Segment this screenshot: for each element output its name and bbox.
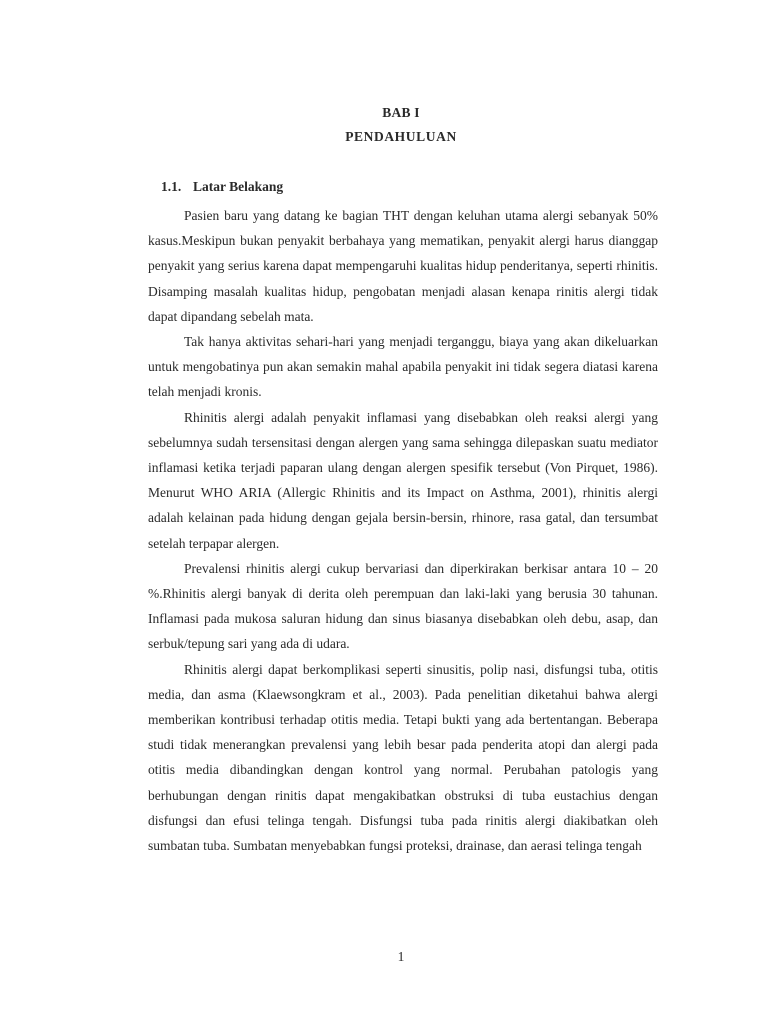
paragraph: Rhinitis alergi adalah penyakit inflamasi yang disebabkan oleh reaksi alergi yang sebelumnya sudah tersensitasi dengan alergen yang sama sehingga dilepaskan suatu mediator inflamasi ketika terjadi paparan ulang dengan alergen spesifik tersebut (Von Pirquet, 1986). Menurut WHO ARIA (Allergic Rhinitis and its Impact on Asthma, 2001), rhinitis alergi adalah kelainan pada hidung dengan gejala bersin-bersin, rhinore, rasa gatal, dan tersumbat setelah terpapar alergen.: [148, 409, 658, 551]
page-number: 1: [397, 949, 405, 964]
paragraph: Rhinitis alergi dapat berkomplikasi seperti sinusitis, polip nasi, disfungsi tuba, otitis media, dan asma (Klaewsongkram et al., 2003). Pada penelitian diketahui bahwa alergi memberikan kontribusi terhadap otitis media. Tetapi bukti yang ada bertentangan. Beberapa studi tidak menerangkan prevalensi yang lebih besar pada penderita atopi dan alergi pada otitis media dibandingkan dengan kontrol yang normal. Perubahan patologis yang berhubungan dengan rinitis dapat mengakibatkan obstruksi di tuba eustachius dengan disfungsi dan efusi telinga tengah. Disfungsi tuba pada rinitis alergi diakibatkan oleh sumbatan tuba. Sumbatan menyebabkan fungsi proteksi, drainase, dan aerasi telinga tengah: [148, 661, 658, 854]
section-title: Latar Belakang: [193, 179, 284, 194]
paragraph: Tak hanya aktivitas sehari-hari yang menjadi terganggu, biaya yang akan dikeluarkan untuk mengobatinya pun akan semakin mahal apabila penyakit ini tidak segera diatasi karena telah menjadi kronis.: [148, 334, 658, 400]
section-heading: [161, 179, 283, 195]
chapter-title: PENDAHULUAN: [345, 129, 457, 144]
body-text: [148, 203, 658, 858]
chapter-label: BAB I: [382, 105, 420, 120]
paragraph: Pasien baru yang datang ke bagian THT dengan keluhan utama alergi sebanyak 50% kasus.Meskipun bukan penyakit berbahaya yang mematikan, penyakit alergi harus dianggap penyakit yang serius karena dapat mempengaruhi kualitas hidup penderitanya, seperti rhinitis. Disamping masalah kualitas hidup, pengobatan menjadi alasan kenapa rinitis alergi tidak dapat dipandang sebelah mata.: [148, 208, 658, 324]
paragraph: Prevalensi rhinitis alergi cukup bervariasi dan diperkirakan berkisar antara 10 – 20 %.Rhinitis alergi banyak di derita oleh perempuan dan laki-laki yang berusia 30 tahunan. Inflamasi pada mukosa saluran hidung dan sinus biasanya disebabkan oleh debu, asap, dan serbuk/tepung sari yang ada di udara.: [148, 560, 658, 652]
section-number: 1.1.: [161, 179, 182, 194]
